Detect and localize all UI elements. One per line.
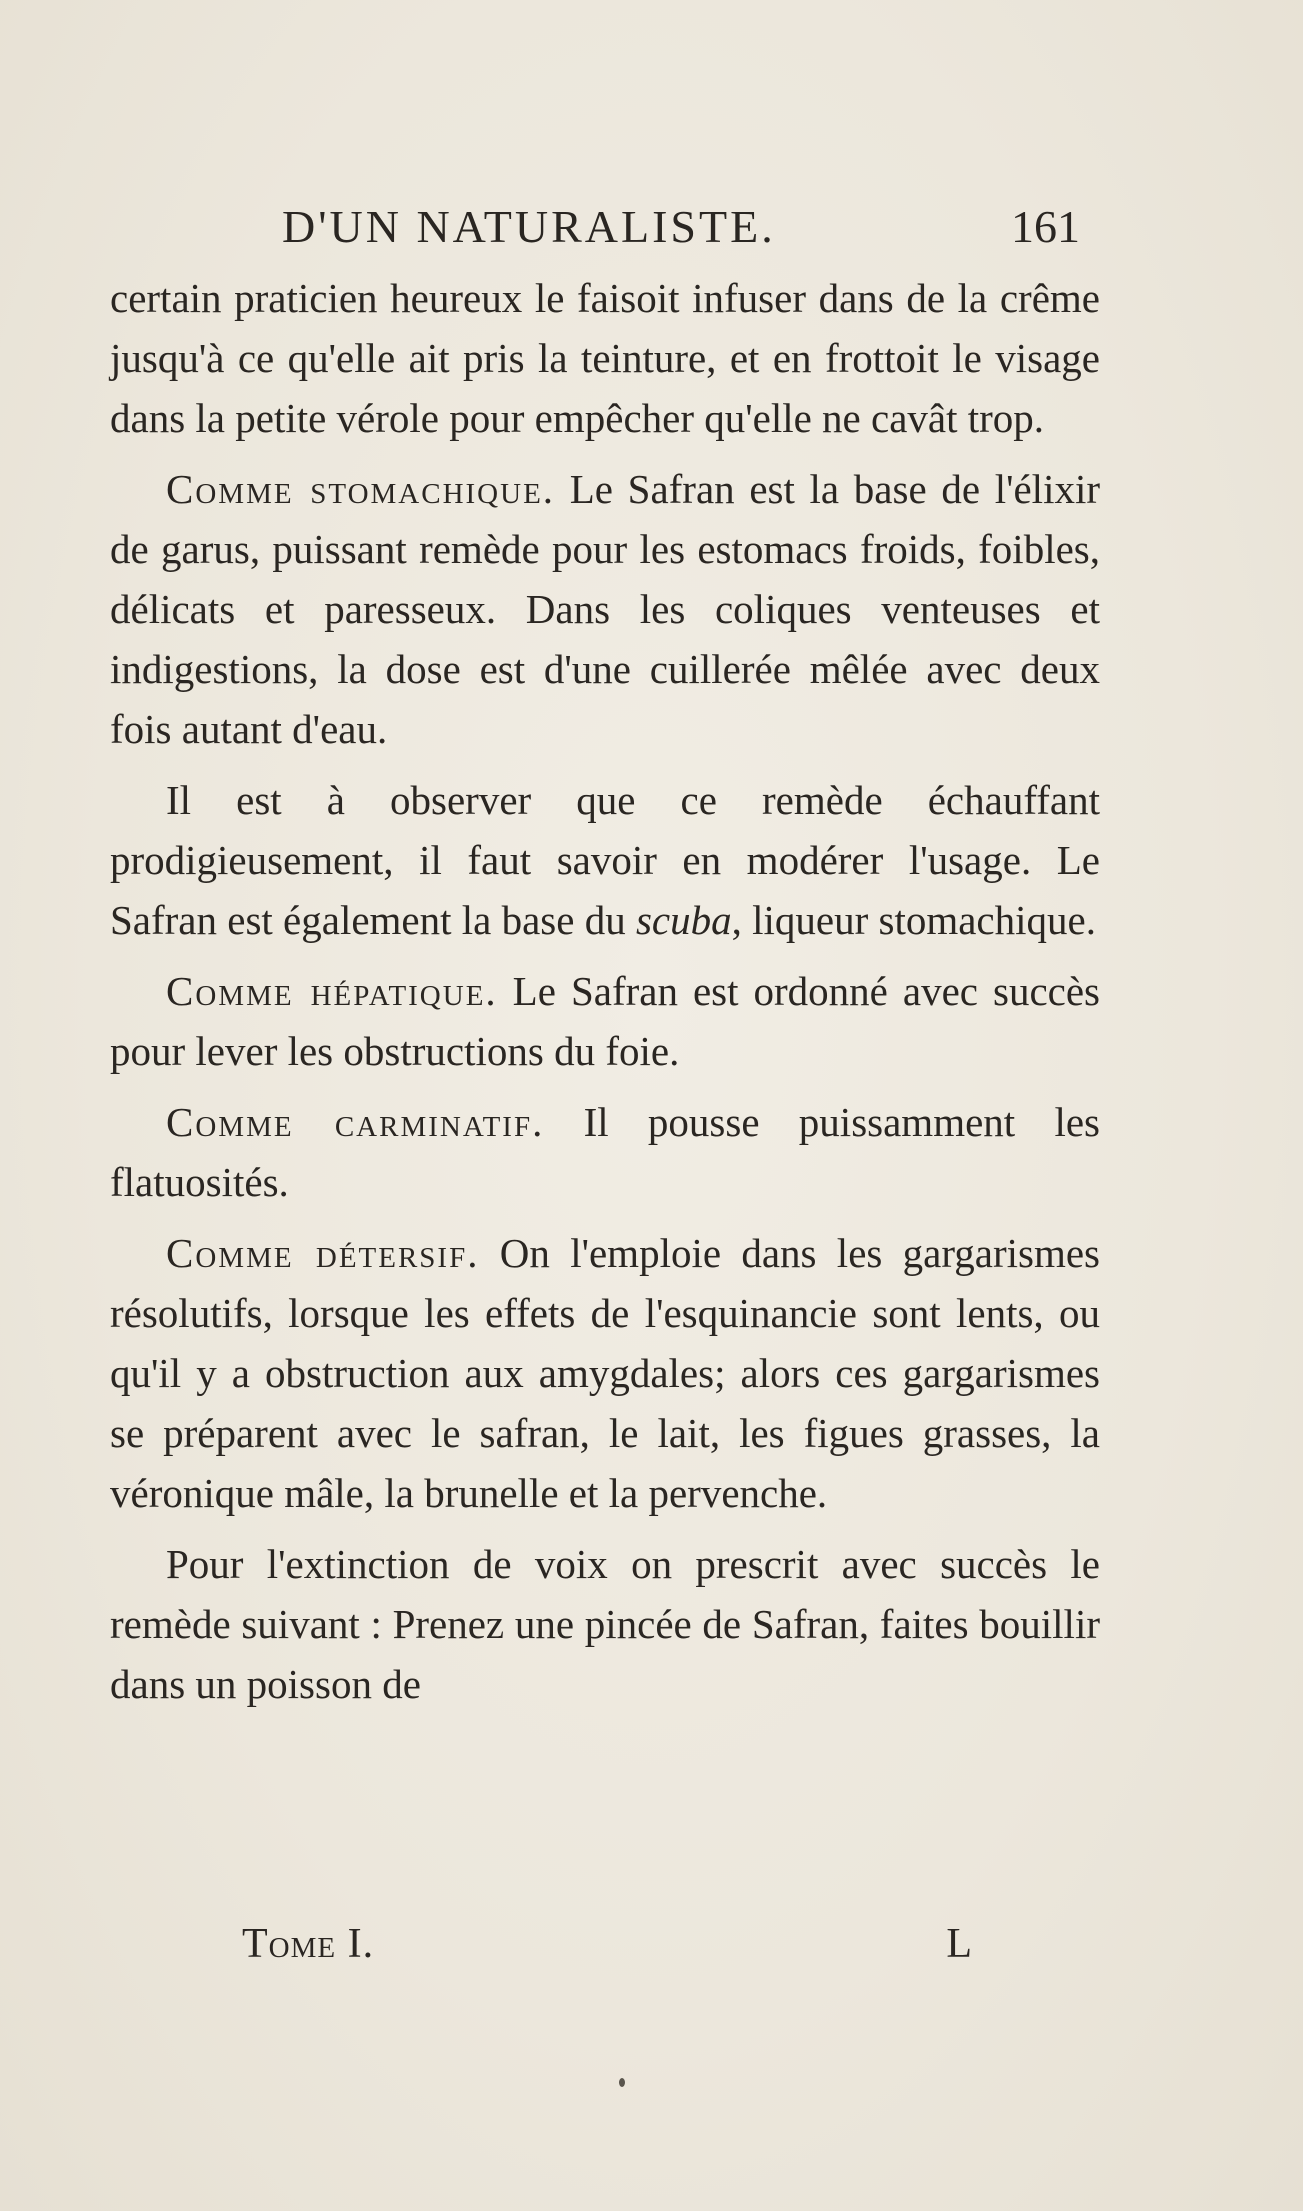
body-text [110, 268, 1100, 1725]
paragraph-text: Pour l'extinction de voix on prescrit avec succès le remède suivant : Prenez une pincée de Safran, faites bouillir dans un poisson de [110, 1541, 1100, 1707]
paragraph-1 [110, 268, 1100, 448]
paragraph-extinction [110, 1534, 1100, 1714]
gathering-mark: L [946, 1921, 972, 1967]
section-heading: Comme carminatif. [166, 1099, 545, 1145]
running-head [282, 200, 1082, 260]
section-heading: Comme stomachique. [166, 466, 556, 512]
paragraph-hepatique [110, 961, 1100, 1081]
paragraph-carminatif [110, 1092, 1100, 1212]
running-title: D'UN NATURALISTE. [282, 201, 776, 252]
paragraph-observation [110, 770, 1100, 950]
paragraph-detersif [110, 1223, 1100, 1523]
section-heading: Comme détersif. [166, 1230, 480, 1276]
paragraph-text: Il est à observer que ce remède échauffant prodigieusement, il faut savoir en modérer l'usage. Le Safran est également la base du [110, 777, 1100, 943]
page-footer [242, 1920, 972, 1980]
paragraph-text: certain praticien heureux le faisoit infuser dans de la crême jusqu'à ce qu'elle ait pris la teinture, et en frottoit le visage dans la petite vérole pour empêcher qu'elle ne cavât trop. [110, 275, 1100, 441]
volume-signature: Tome I. [242, 1921, 375, 1967]
ink-speck [619, 2078, 625, 2087]
paragraph-text: , liqueur stomachique. [731, 897, 1096, 943]
paragraph-text: Le Safran est la base de l'élixir de garus, puissant remède pour les estomacs froids, foibles, délicats et paresseux. Dans les coliques venteuses et indigestions, la dose est d'une cuillerée mêlée avec deux fois autant d'eau. [110, 466, 1101, 752]
italic-term: scuba [635, 897, 732, 943]
section-heading: Comme hépatique. [166, 968, 498, 1014]
paragraph-text: Il pousse puissamment les flatuosités. [110, 1099, 1100, 1205]
paragraph-text: On l'emploie dans les gargarismes résolutifs, lorsque les effets de l'esquinancie sont lents, ou qu'il y a obstruction aux amygdales; alors ces gargarismes se préparent avec le safran, le lait, les figues grasses, la véronique mâle, la brunelle et la pervenche. [110, 1230, 1101, 1516]
paragraph-stomachique [110, 459, 1100, 759]
paragraph-text: Le Safran est ordonné avec succès pour lever les obstructions du foie. [110, 968, 1100, 1074]
page-number: 161 [1011, 201, 1080, 252]
